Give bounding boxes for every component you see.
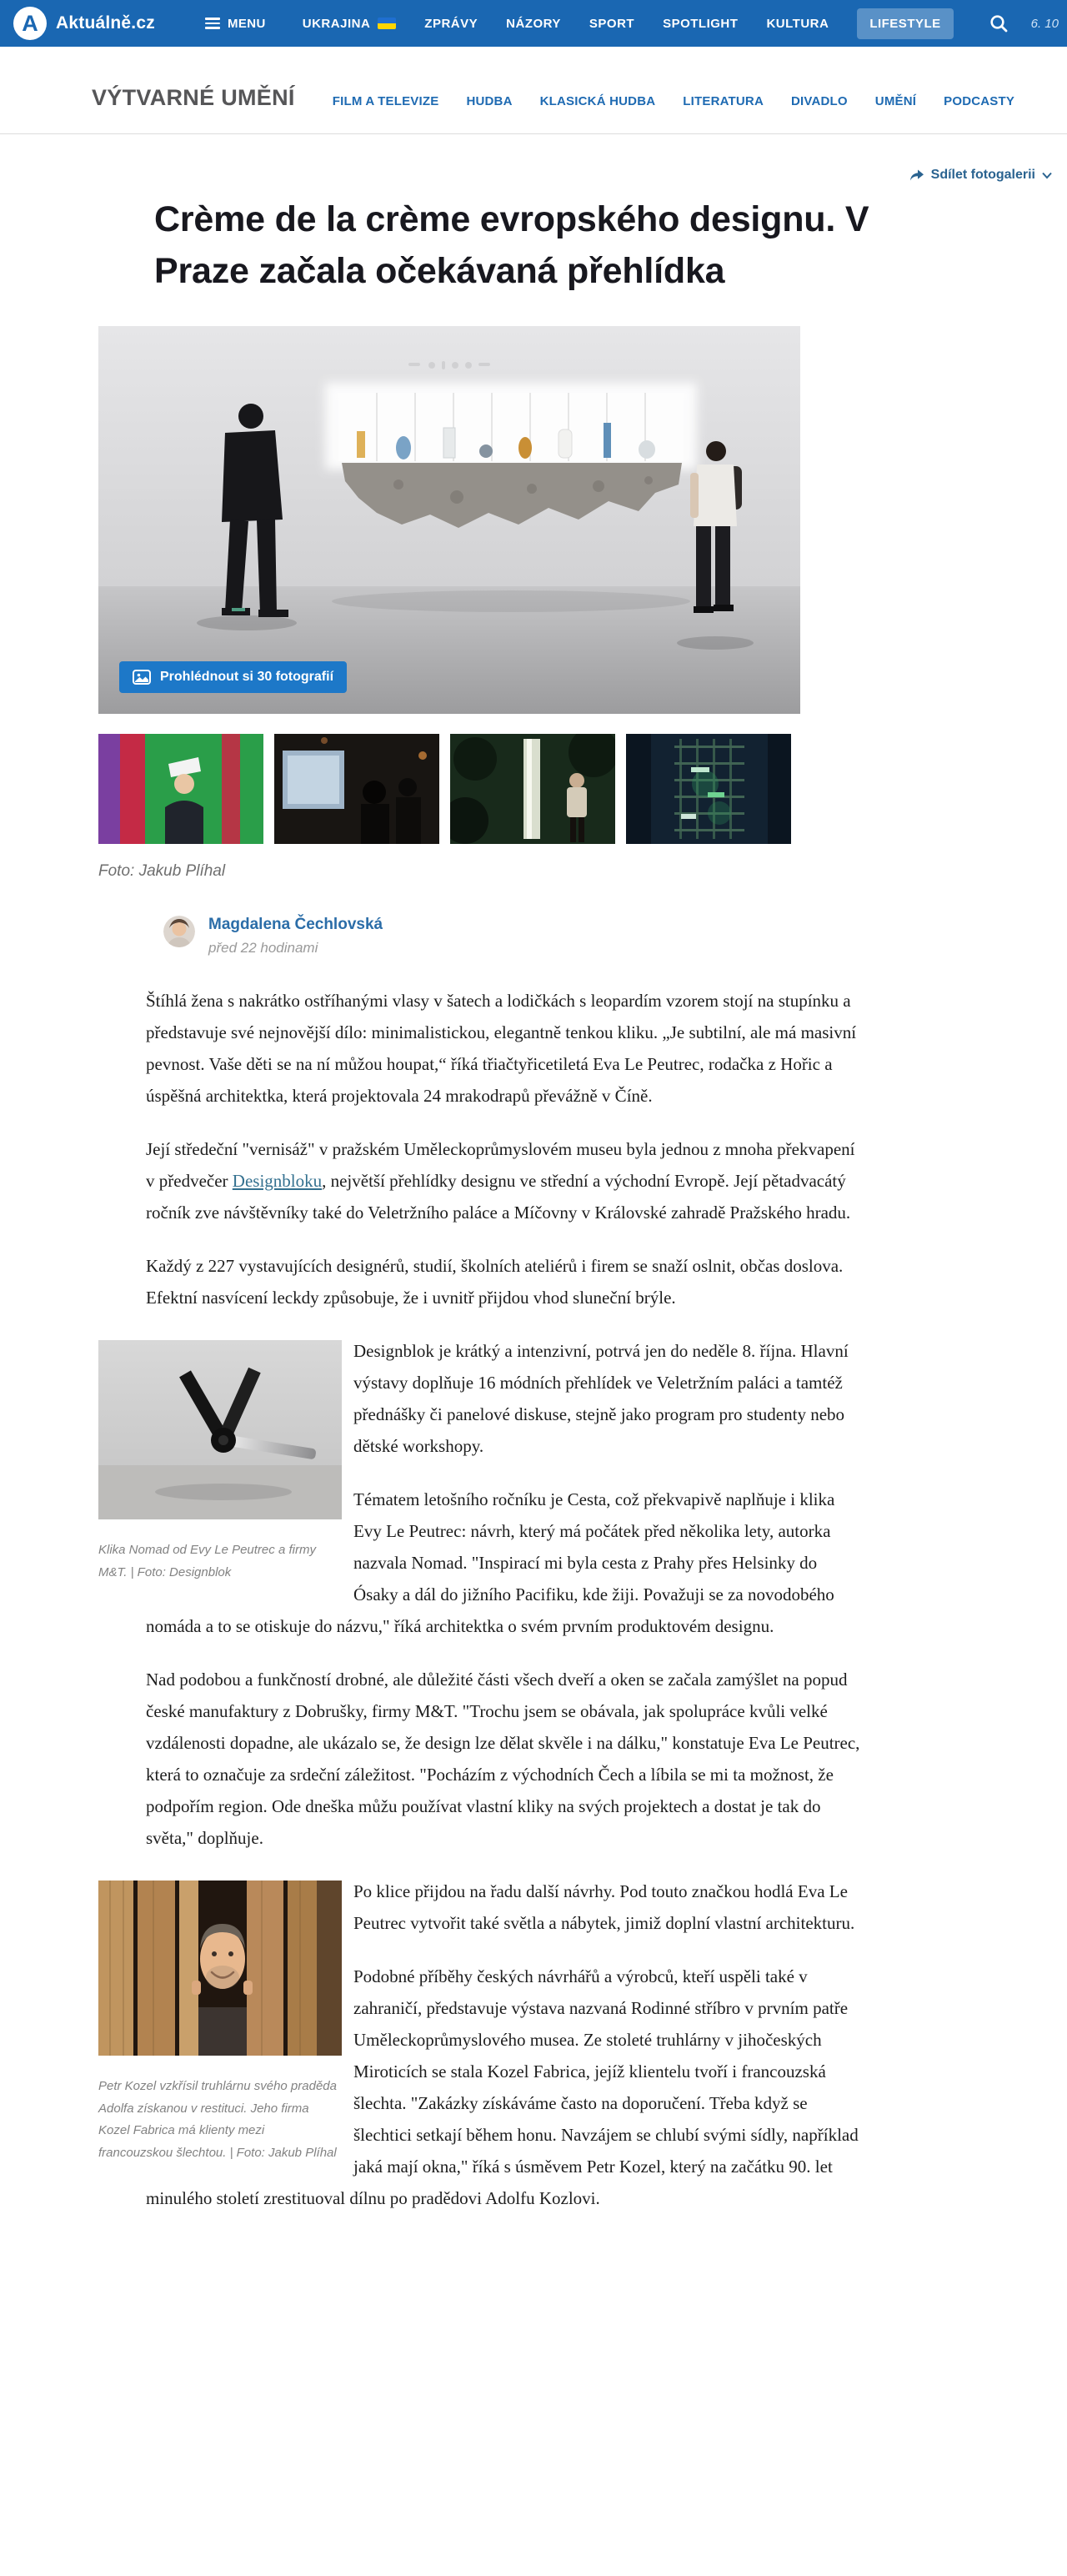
share-row: [0, 168, 1052, 183]
article-paragraph: Tématem letošního ročníku je Cesta, což překvapivě naplňuje i klika Evy Le Peutrec: návrh, který má počátek před několika lety, autorka nazvala Nomad. "Inspirací mi byla cesta z Prahy přes Helsinky do Ósaky a dál do jižního Pacifiku, kde žiji. Považuji se za novodobého nomáda a to se otiskuje do názvu," říká architektka o svém prvním produktovém designu.: [146, 1489, 835, 1636]
photo-credit: Foto: Jakub Plíhal: [98, 861, 226, 880]
divider: [0, 133, 1067, 134]
nav-item-spotlight[interactable]: SPOTLIGHT: [663, 16, 739, 31]
author-link[interactable]: Magdalena Čechlovská: [208, 915, 383, 933]
subnav-divadlo[interactable]: DIVADLO: [790, 94, 848, 108]
section-nav: [0, 47, 1067, 111]
nav-item-kultura[interactable]: KULTURA: [766, 16, 829, 31]
menu-button[interactable]: [205, 15, 266, 32]
inline-photo-caption: Klika Nomad od Evy Le Peutrec a firmy M&T. | Foto: Designblok: [98, 1542, 316, 1579]
nav-item-nazory[interactable]: NÁZORY: [506, 16, 561, 31]
nav-item-zpravy[interactable]: ZPRÁVY: [424, 16, 478, 31]
nav-item-lifestyle[interactable]: LIFESTYLE: [857, 8, 953, 39]
aktualne-logo-icon: A: [13, 7, 47, 40]
share-gallery-button[interactable]: Sdílet fotogalerii: [909, 168, 1052, 183]
article-body: [98, 985, 863, 2236]
share-arrow-icon: [909, 168, 924, 182]
gallery-thumbnail[interactable]: [626, 734, 791, 844]
section-title: VÝTVARNÉ UMĚNÍ: [92, 85, 295, 110]
article-paragraph: Podobné příběhy českých návrhářů a výrobců, kteří uspěli také v zahraničí, představuje výstava nazvaná Rodinné stříbro v prvním patře Uměleckoprůmyslového musea. Ze stoleté truhlárny v jihočeských Miroticích se stala Kozel Fabrica, jejíž klientelu tvoří i francouzská šlechta. "Zakázky získáváme často na doporučení. Třeba když se šlechtici setkají během honu. Navzájem se chlubí svými sídly, například jaká mají okna," říká s úsměvem Petr Kozel, který na začátku 90. let minulého století zrestituoval dílnu po pradědovi Adolfu Kozlovi.: [146, 1966, 859, 2208]
menu-label: MENU: [228, 16, 266, 31]
brand-name: Aktuálně.cz: [56, 13, 155, 33]
primary-nav: [303, 8, 968, 39]
article-paragraph: Každý z 227 vystavujících designérů, studií, školních ateliérů i firem se snaží oslnit, občas doslova. Efektní nasvícení leckdy způsobuje, že i uvnitř přijdou vhod sluneční brýle.: [146, 1255, 844, 1308]
ukraine-flag-icon: [378, 18, 396, 29]
gallery-thumbnails: [98, 734, 1067, 844]
article-paragraph: Nad podobou a funkčností drobné, ale důležité části všech dveří a oken se začala zamýšlet na popud české manufaktury z Dobrušky, firmy M&T. "Trochu jsem se obávala, jak spolupráce kvůli velké vzdálenosti dopadne, ale ukázalo se, že design lze dělat skvěle i na dálku," konstatuje Eva Le Peutrec, která to označuje za srdeční záležitost. "Pocházím z východních Čech a líbila se mi ta možnost, že podpořím region. Ode dneška můžu používat vlastní kliky na svých projektech a dostat je tak do světa," doplňuje.: [146, 1669, 860, 1848]
hero-photo-image: [98, 326, 800, 714]
author-avatar[interactable]: [163, 916, 195, 947]
article-paragraph: Po klice přijdou na řadu další návrhy. Pod touto značkou hodlá Eva Le Peutrec vytvořit také světla a nábytek, jimiž doplní vlastní architekturu.: [353, 1881, 855, 1933]
search-icon[interactable]: [989, 14, 1008, 33]
subnav-umeni[interactable]: UMĚNÍ: [874, 94, 917, 108]
article-title: Crème de la crème evropského designu. V Praze začala očekávaná přehlídka: [154, 199, 869, 291]
topbar-right: [989, 14, 1059, 33]
hero-photo[interactable]: [98, 326, 800, 714]
designblok-link[interactable]: Designbloku: [232, 1170, 323, 1191]
photo-gallery-icon: [133, 670, 151, 685]
gallery-thumbnail[interactable]: [98, 734, 263, 844]
petr-kozel-image: [98, 1881, 342, 2066]
article-paragraph: Její středeční "vernisáž" v pražském Uměleckoprůmyslovém museu byla jednou z mnoha překvapení v předvečer Designbloku, největší přehlídky designu ve střední a východní Evropě. Její pětadvacátý ročník zve návštěvníky také do Veletržního paláce a Míčovny v Královské zahradě Pražského hradu.: [146, 1138, 855, 1223]
chevron-down-icon: [1042, 172, 1052, 179]
subnav-hudba[interactable]: HUDBA: [466, 94, 513, 108]
date-label: 6. 10: [1030, 16, 1059, 31]
subnav-klasicka-hudba[interactable]: KLASICKÁ HUDBA: [539, 94, 656, 108]
inline-photo-caption: Petr Kozel vzkřísil truhlárnu svého praděda Adolfa získanou v restituci. Jeho firma Kozel Fabrica má klienty mezi francouzskou šlechtou. | Foto: Jakub Plíhal: [98, 2078, 337, 2160]
nav-item-ukrajina[interactable]: UKRAJINA: [303, 17, 397, 31]
gallery-thumbnail[interactable]: [450, 734, 615, 844]
article-paragraph: Štíhlá žena s nakrátko ostříhanými vlasy v šatech a lodičkách s leopardím vzorem stojí na stupínku a představuje své nejnovější dílo: minimalistickou, elegantně tenkou kliku. „Je subtilní, ale má masivní pevnost. Vaše děti se na ní můžou houpat,“ říká třiačtyřicetiletá Eva Le Peutrec, rodačka z Hořic a úspěšná architektka, která projektovala 24 mrakodrapů převážně v Číně.: [146, 990, 857, 1106]
nav-item-sport[interactable]: SPORT: [589, 16, 635, 31]
brand-home-link[interactable]: [13, 7, 190, 40]
door-handle-image: [98, 1340, 342, 1529]
publish-time: před 22 hodinami: [208, 939, 318, 956]
gallery-thumbnail[interactable]: [274, 734, 439, 844]
article-paragraph: Designblok je krátký a intenzivní, potrvá jen do neděle 8. října. Hlavní výstavy doplňuje 16 módních přehlídek ve Veletržním paláci a tamtéž přednášky či panelové diskuse, stejně jako program pro studenty nebo dětské workshopy.: [353, 1340, 849, 1456]
top-navbar: [0, 0, 1067, 47]
hamburger-icon: [205, 15, 220, 32]
open-gallery-button[interactable]: Prohlédnout si 30 fotografií: [119, 661, 347, 693]
author-row: [163, 916, 1067, 957]
subnav-podcasty[interactable]: PODCASTY: [944, 94, 1015, 108]
subnav-literatura[interactable]: LITERATURA: [683, 94, 764, 108]
inline-photo-handle[interactable]: [98, 1340, 342, 1584]
inline-photo-kozel[interactable]: [98, 1881, 342, 2165]
subnav-film-a-televize[interactable]: FILM A TELEVIZE: [332, 94, 439, 108]
